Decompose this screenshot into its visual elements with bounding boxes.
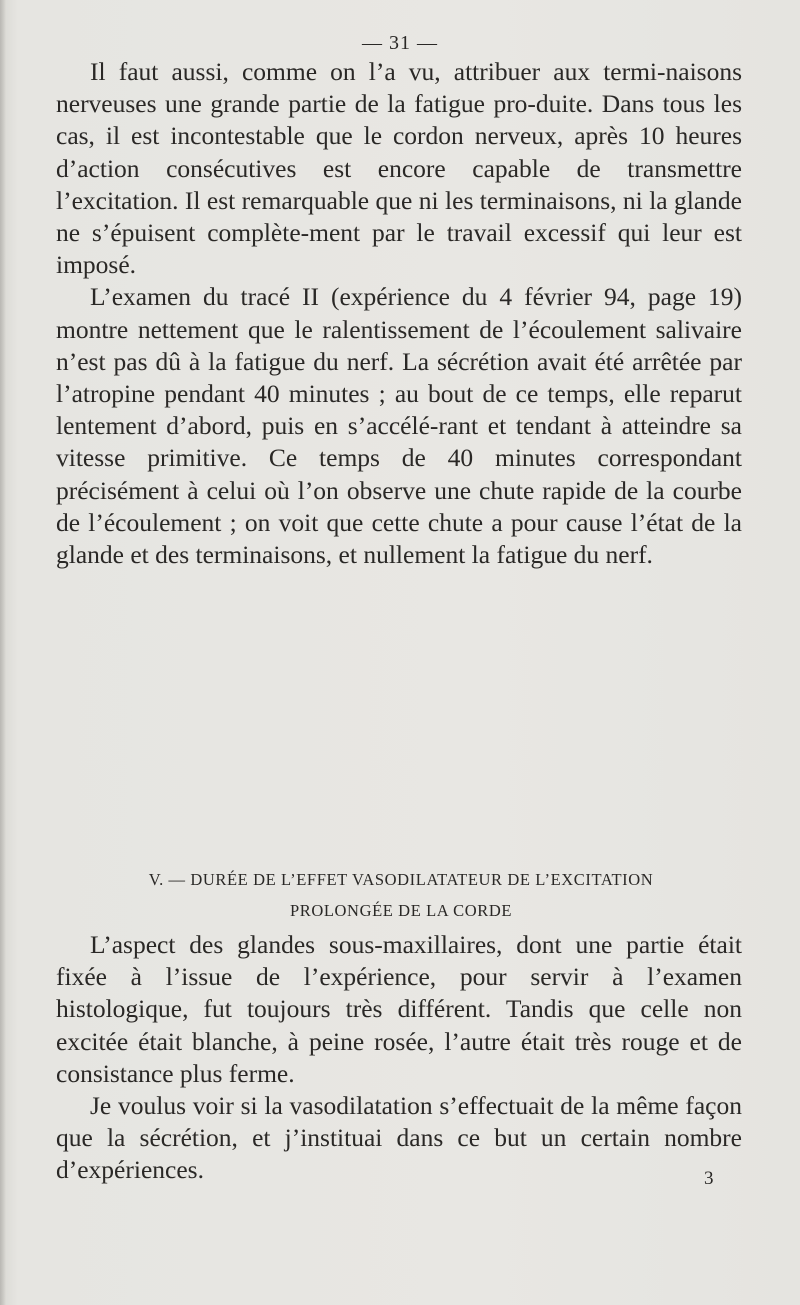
paragraph: Je voulus voir si la vasodilatation s’effectuait de la même façon que la sécrétion, et j’instituai dans ce but un certain nombre d’expériences. (56, 1091, 742, 1185)
paragraph: Il faut aussi, comme on l’a vu, attribuer aux termi-naisons nerveuses une grande partie de la fatigue pro-duite. Dans tous les cas, il est incontestable que le cordon nerveux, après 10 heures d’action consécutives est encore capable de transmettre l’excitation. Il est remarquable que ni les terminaisons, ni la glande ne s’épuisent complète-ment par le travail excessif qui leur est imposé. (56, 57, 742, 280)
signature-mark: 3 (704, 1168, 714, 1189)
page-number: — 31 — (362, 32, 438, 54)
paragraph: L’examen du tracé II (expérience du 4 février 94, page 19) montre nettement que le ralentissement de l’écoulement salivaire n’est pas dû à la fatigue du nerf. La sécrétion avait été arrêtée par l’atropine pendant 40 minutes ; au bout de ce temps, elle reparut lentement d’abord, puis en s’accélé-rant et tendant à atteindre sa vitesse primitive. Ce temps de 40 minutes correspondant précisément à celui où l’on observe une chute rapide de la courbe de l’écoulement ; on voit que cette chute a pour cause l’état de la glande et des terminaisons, et nullement la fatigue du nerf. (56, 282, 742, 570)
section-heading-line: V. — DURÉE DE L’EFFET VASODILATATEUR DE L’EXCITATION (148, 870, 654, 889)
paragraph: L’aspect des glandes sous-maxillaires, dont une partie était fixée à l’issue de l’expérience, pour servir à l’examen histologique, fut toujours très différent. Tandis que celle non excitée était blanche, à peine rosée, l’autre était très rouge et de consistance plus ferme. (56, 930, 742, 1088)
section-heading-line: PROLONGÉE DE LA CORDE (289, 901, 513, 920)
section-heading (56, 864, 746, 926)
body-text-bottom (56, 929, 742, 1187)
page-edge-shadow (0, 0, 6, 1305)
body-text-top (56, 56, 742, 571)
